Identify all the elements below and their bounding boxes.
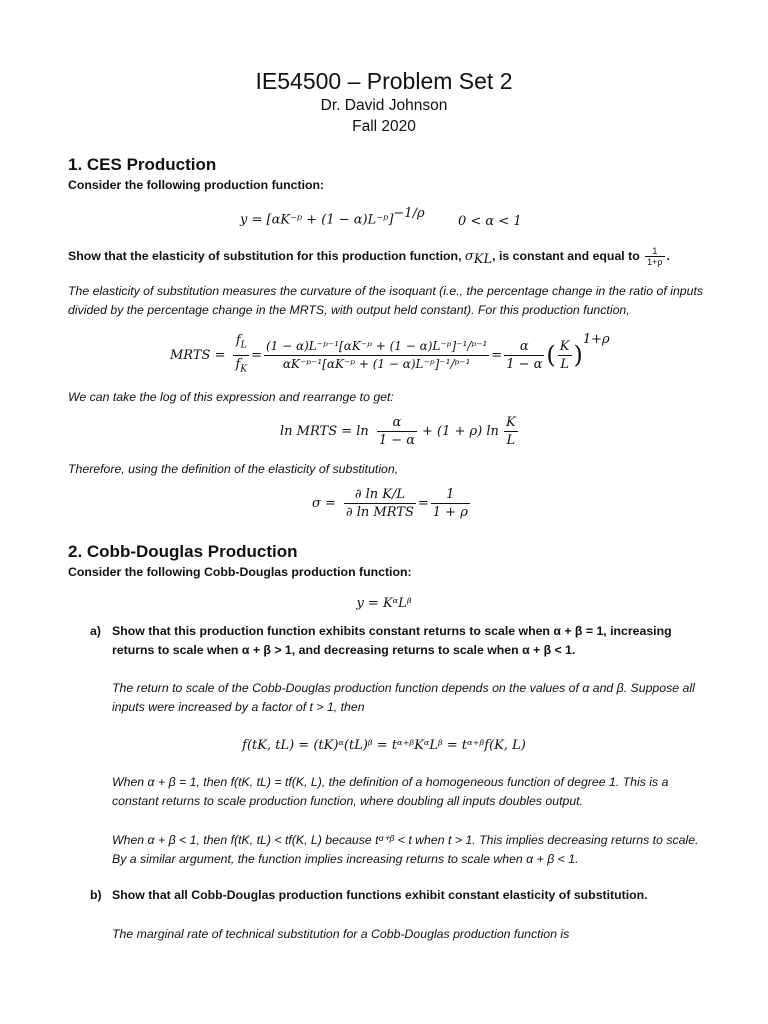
page-title: IE54500 – Problem Set 2 bbox=[255, 68, 513, 94]
section-2-heading: 2. Cobb-Douglas Production bbox=[68, 542, 298, 561]
question-a-line-1: Show that this production function exhibits constant returns to scale when α + β = 1, increasing bbox=[112, 624, 672, 638]
question-a-label: a) bbox=[90, 624, 101, 638]
question-b-text: Show that all Cobb-Douglas production functions exhibit constant elasticity of substitution. bbox=[112, 888, 648, 902]
section-2-intro: Consider the following Cobb-Douglas production function: bbox=[68, 565, 412, 579]
author: Dr. David Johnson bbox=[320, 97, 448, 114]
section-1-para-2: We can take the log of this expression and rearrange to get: bbox=[68, 390, 394, 404]
elasticity-equation: σ = $\frac{\text{∂ ln K/L}}{\text{∂ ln MRTS}}$ = $\frac{1}{1 + \rho}$ bbox=[312, 487, 468, 520]
ces-condition: 0 < α < 1 bbox=[458, 214, 522, 229]
section-1-para-3: Therefore, using the definition of the elasticity of substitution, bbox=[68, 462, 399, 476]
log-mrts-equation: ln MRTS = ln $\frac{\alpha}{1 - \alpha}$ + (1 + ρ) ln $\frac{K}{L}$ bbox=[280, 415, 516, 448]
mrts-equation: MRTS = $\frac{f_L}{f_K}$ = $\frac{\text{(1 − α)L⁻ᵖ⁻¹[αK⁻ᵖ + (1 − α)L⁻ᵖ]⁻¹/ᵖ⁻¹}}{\text{αK⁻ᵖ⁻¹[αK⁻ᵖ + (1 − α)L⁻ᵖ]⁻¹/ᵖ⁻¹}}$ = $\frac{\alpha}{1 - \alpha}$ ( $\frac{K}{L}$ ) $^{1+\rho}$ bbox=[170, 332, 610, 375]
answer-a-para-2: When α + β = 1, then f(tK, tL) = tf(K, L), the definition of a homogeneous function of degree 1. This is a constant returns to scale production function, where doubling all inputs doubles output. bbox=[112, 775, 669, 808]
ces-equation: y = [αK⁻ᵖ + (1 − α)L⁻ᵖ]$^{-1/\rho}$ bbox=[240, 206, 425, 228]
section-1-heading: 1. CES Production bbox=[68, 155, 217, 174]
question-b-label: b) bbox=[90, 888, 102, 902]
section-1-para-1: The elasticity of substitution measures the curvature of the isoquant (i.e., the percentage change in the ratio of inputs divided by the percentage change in the MRTS, with output held constant). For this production function, bbox=[68, 284, 704, 317]
section-1-question: Show that the elasticity of substitution for this production function, $\sigma_{KL}$, is constant and equal to $\frac{1}{1+\rho}$ . bbox=[68, 246, 670, 268]
section-1-intro: Consider the following production function: bbox=[68, 178, 325, 192]
answer-b-para-1: The marginal rate of technical substitution for a Cobb-Douglas production function is bbox=[112, 927, 570, 941]
answer-a-para-1: The return to scale of the Cobb-Douglas production function depends on the values of α and β. Suppose all inputs were increased by a factor of t > 1, then bbox=[112, 681, 695, 714]
answer-a-para-3: When α + β < 1, then f(tK, tL) < tf(K, L) because tᵅ⁺ᵝ < t when t > 1. This implies decreasing returns to scale. By a similar argument, the function implies increasing returns to scale when α + β < 1. bbox=[112, 833, 699, 866]
cobb-douglas-equation: y = KᵅLᵝ bbox=[356, 596, 412, 611]
question-a-line-2: returns to scale when α + β > 1, and decreasing returns to scale when α + β < 1. bbox=[112, 643, 576, 657]
term: Fall 2020 bbox=[352, 118, 416, 135]
returns-to-scale-equation: f(tK, tL) = (tK)ᵅ(tL)ᵝ = tᵅ⁺ᵝKᵅLᵝ = tᵅ⁺ᵝf(K, L) bbox=[242, 738, 526, 753]
